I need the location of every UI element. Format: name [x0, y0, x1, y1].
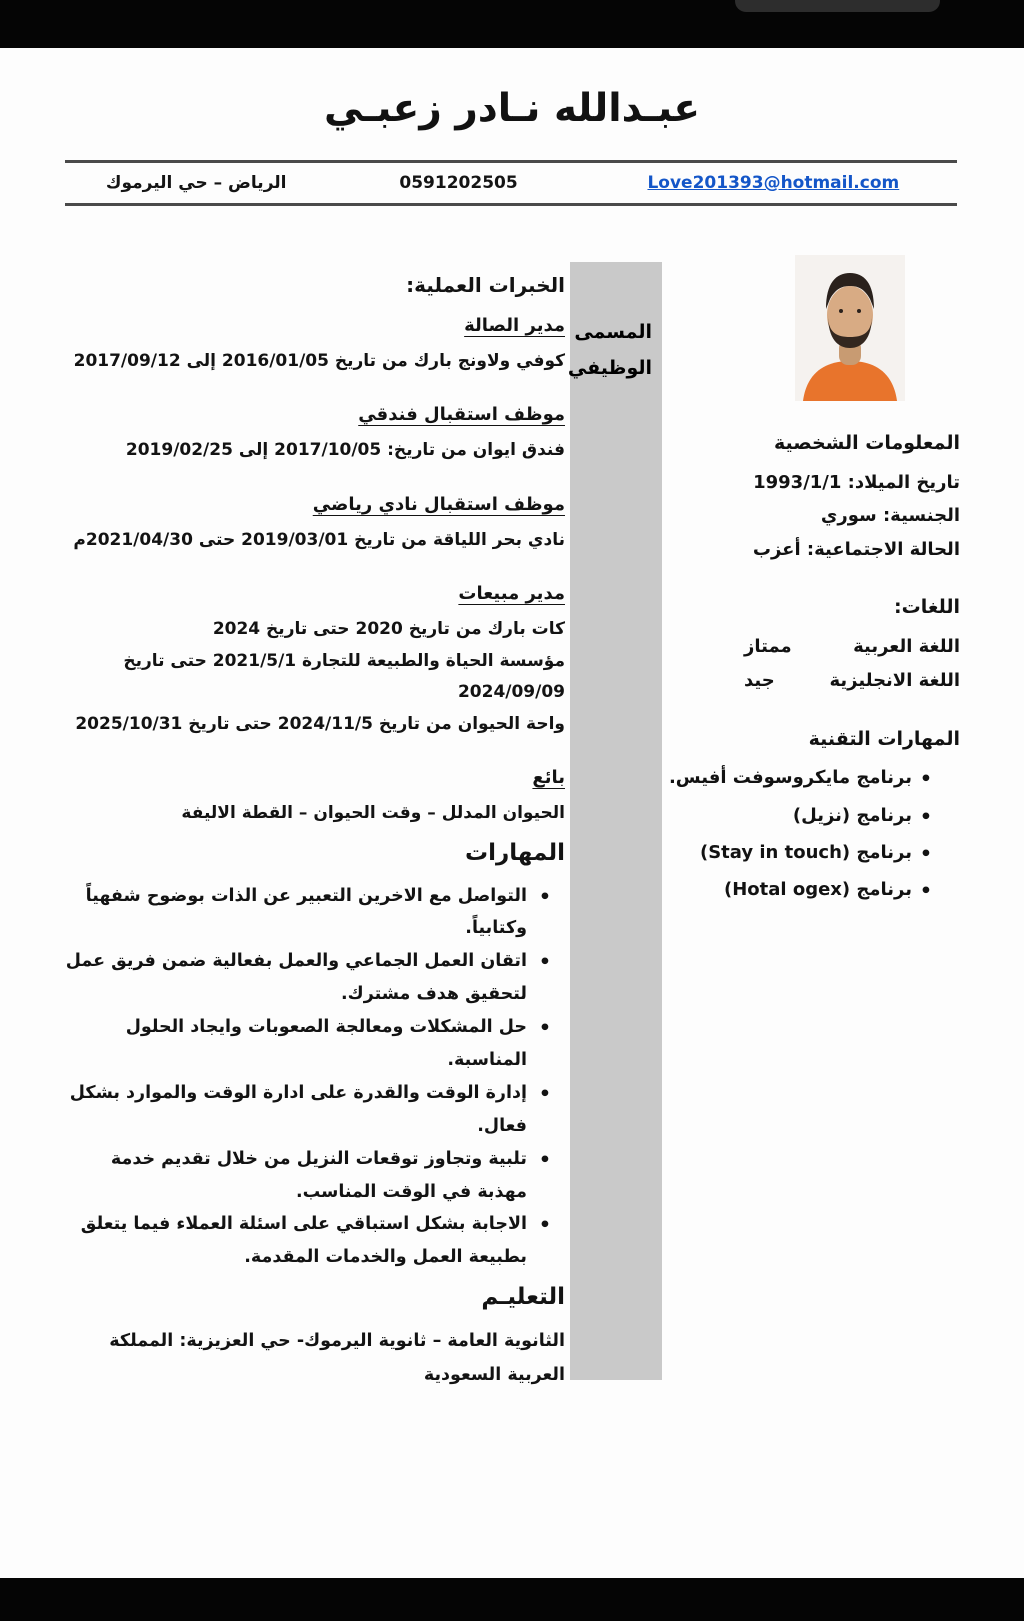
job-title-label-line2: الوظيفي: [567, 357, 652, 380]
top-notch: [735, 0, 940, 12]
tech-skill-item: • برنامج مايكروسوفت أفيس.: [652, 762, 960, 794]
skills-heading: المهارات: [465, 839, 565, 866]
job-entry: [60, 404, 565, 466]
skill-item: • الاجابة بشكل استباقي على اسئلة العملاء فيما يتعلق بطبيعة العمل والخدمات المقدمة.: [60, 1208, 565, 1274]
personal-info-heading: المعلومات الشخصية: [773, 432, 960, 454]
education-detail: الثانوية العامة – ثانوية اليرموك- حي العزيزية: المملكة العربية السعودية: [109, 1331, 565, 1386]
status-bar: [0, 0, 1024, 48]
tech-skills-list: [652, 762, 960, 907]
skill-item: • التواصل مع الاخرين التعبير عن الذات بوضوح شفهياً وكتابياً.: [60, 880, 565, 946]
contact-bar: [65, 160, 957, 206]
language-row: [652, 664, 960, 698]
language-row: [652, 630, 960, 664]
contact-location: الرياض – حي اليرموك: [105, 173, 287, 193]
profile-photo: [795, 255, 905, 401]
job-title: مدير الصالة: [464, 315, 565, 336]
job-title: بائع: [532, 767, 565, 789]
job-entry: [60, 767, 565, 829]
language-level: ممتاز: [744, 635, 792, 657]
experience-heading: الخبرات العملية:: [406, 273, 565, 297]
tech-skills-heading: المهارات التقنية: [808, 728, 960, 751]
job-entry: [60, 583, 565, 740]
contact-email-link[interactable]: Love201393@hotmail.com: [647, 173, 900, 193]
language-name: اللغة الانجليزية: [829, 670, 960, 692]
languages-heading: اللغات:: [894, 595, 960, 618]
job-detail: كات بارك من تاريخ 2020 حتى تاريخ 2024: [212, 619, 565, 640]
main-column: [60, 273, 565, 1392]
skill-item: • إدارة الوقت والقدرة على ادارة الوقت والموارد بشكل فعال.: [60, 1077, 565, 1143]
job-title-label-line1: المسمى: [574, 321, 652, 343]
personal-info-column: [652, 432, 960, 912]
job-detail: واحة الحيوان من تاريخ 2024/11/5 حتى تاريخ 2025/10/31: [75, 713, 565, 734]
page-title: عبـدالله نـادر زعبـي: [323, 86, 701, 131]
job-detail: الحيوان المدلل – وقت الحيوان – القطة الاليفة: [181, 803, 565, 824]
job-detail: فندق ايوان من تاريخ: 2017/10/05 إلى 2019/02/25: [125, 440, 565, 461]
language-level: جيد: [744, 670, 775, 692]
skills-list: [60, 880, 565, 1275]
tech-skill-item: • برنامج (Hotal ogex): [652, 874, 960, 906]
profile-photo-illustration: [795, 255, 905, 401]
job-detail: مؤسسة الحياة والطبيعة للتجارة 2021/5/1 حتى تاريخ 2024/09/09: [123, 650, 565, 703]
job-entry: [60, 315, 565, 377]
tech-skill-item: • برنامج (Stay in touch): [652, 837, 960, 869]
bottom-bar: [0, 1578, 1024, 1621]
job-title: موظف استقبال فندقي: [358, 404, 565, 426]
marital-status-line: الحالة الاجتماعية: أعزب: [752, 538, 960, 560]
resume-page: [0, 48, 1024, 1578]
job-detail: كوفي ولاونج بارك من تاريخ 2016/01/05 إلى 2017/09/12: [73, 351, 565, 371]
skill-item: • تلبية وتجاوز توقعات النزيل من خلال تقديم خدمة مهذبة في الوقت المناسب.: [60, 1143, 565, 1209]
nationality-line: الجنسية: سوري: [820, 505, 960, 527]
job-title: موظف استقبال نادي رياضي: [312, 493, 565, 515]
job-entry: [60, 494, 565, 556]
language-name: اللغة العربية: [853, 635, 960, 657]
contact-phone: 0591202505: [399, 173, 518, 193]
education-heading: التعليـم: [481, 1284, 565, 1311]
birth-date-line: تاريخ الميلاد: 1993/1/1: [753, 472, 960, 493]
skill-item: • اتقان العمل الجماعي والعمل بفعالية ضمن فريق عمل لتحقيق هدف مشترك.: [60, 945, 565, 1011]
skill-item: • حل المشكلات ومعالجة الصعوبات وايجاد الحلول المناسبة.: [60, 1011, 565, 1077]
job-detail: نادي بحر اللياقة من تاريخ 2019/03/01 حتى 2021/04/30م: [73, 529, 565, 550]
job-title-sidebar: [567, 262, 662, 1380]
tech-skill-item: • برنامج (نزيل): [652, 800, 960, 832]
job-title: مدير مبيعات: [458, 583, 565, 605]
